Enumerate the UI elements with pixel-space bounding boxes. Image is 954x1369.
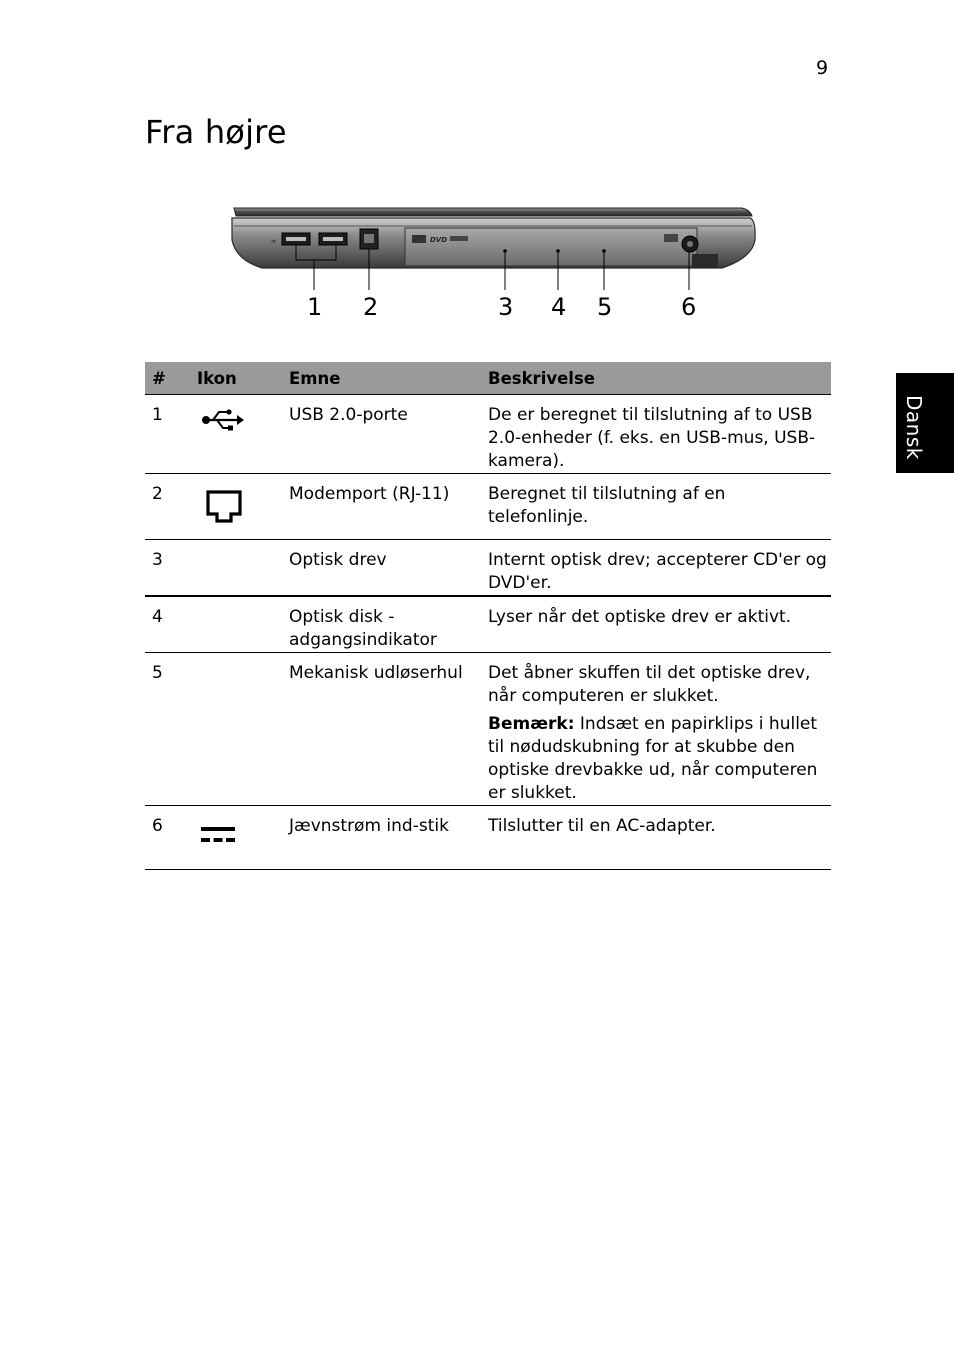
table-row xyxy=(145,653,831,806)
callout-1: 1 xyxy=(307,293,323,321)
header-item: Emne xyxy=(289,362,488,395)
modem-port-icon xyxy=(205,489,245,527)
row-item: Optisk drev xyxy=(289,540,488,597)
modem-port-graphic xyxy=(360,229,378,249)
row-item: Optisk disk - adgangsindikator xyxy=(289,596,488,653)
row-num: 1 xyxy=(145,395,197,474)
table-row xyxy=(145,395,831,474)
table-row xyxy=(145,540,831,597)
row-note xyxy=(488,713,831,805)
row-item: USB 2.0-porte xyxy=(289,395,488,474)
table-row xyxy=(145,596,831,653)
language-tab xyxy=(896,373,954,473)
row-description: Tilslutter til en AC-adapter. xyxy=(488,806,831,870)
row-description: Internt optisk drev; accepterer CD'er og DVD'er. xyxy=(488,540,831,597)
row-num: 3 xyxy=(145,540,197,597)
row-description: De er beregnet til tilslutning af to USB 2.0-enheder (f. eks. en USB-mus, USB-kamera). xyxy=(488,395,831,474)
row-item: Modemport (RJ-11) xyxy=(289,474,488,540)
header-description: Beskrivelse xyxy=(488,362,831,395)
callout-2: 2 xyxy=(363,293,379,321)
table-row xyxy=(145,806,831,870)
header-icon: Ikon xyxy=(197,362,289,395)
row-description: Beregnet til tilslutning af en telefonlinje. xyxy=(488,474,831,540)
laptop-right-side-illustration xyxy=(222,196,762,326)
callout-5: 5 xyxy=(597,293,613,321)
callout-3: 3 xyxy=(498,293,514,321)
callout-4: 4 xyxy=(551,293,567,321)
optical-drive-graphic xyxy=(405,228,697,266)
row-item: Mekanisk udløserhul xyxy=(289,653,488,806)
svg-text:◄: ◄ xyxy=(270,237,276,245)
note-label: Bemærk: xyxy=(488,714,575,734)
table-header-row xyxy=(145,362,831,395)
callout-6: 6 xyxy=(681,293,697,321)
row-description: Det åbner skuffen til det optiske drev, når computeren er slukket. xyxy=(488,663,811,706)
row-num: 5 xyxy=(145,653,197,806)
language-tab-label: Dansk xyxy=(902,395,926,460)
row-num: 2 xyxy=(145,474,197,540)
page-number: 9 xyxy=(816,57,829,79)
usb-ports-graphic xyxy=(270,233,347,245)
ports-table xyxy=(145,362,831,870)
page-title: Fra højre xyxy=(145,113,287,151)
usb-icon xyxy=(201,407,245,433)
laptop-lid xyxy=(234,208,752,216)
dvd-logo: DVD xyxy=(430,236,448,244)
row-item: Jævnstrøm ind-stik xyxy=(289,806,488,870)
row-num: 4 xyxy=(145,596,197,653)
header-num: # xyxy=(145,362,197,395)
note-text: Indsæt en papirklips i hullet til nødudskubning for at skubbe den optiske drevbakke ud, når computeren er slukket. xyxy=(488,714,818,803)
dc-power-icon xyxy=(199,823,239,847)
table-row xyxy=(145,474,831,540)
row-description: Lyser når det optiske drev er aktivt. xyxy=(488,596,831,653)
row-num: 6 xyxy=(145,806,197,870)
